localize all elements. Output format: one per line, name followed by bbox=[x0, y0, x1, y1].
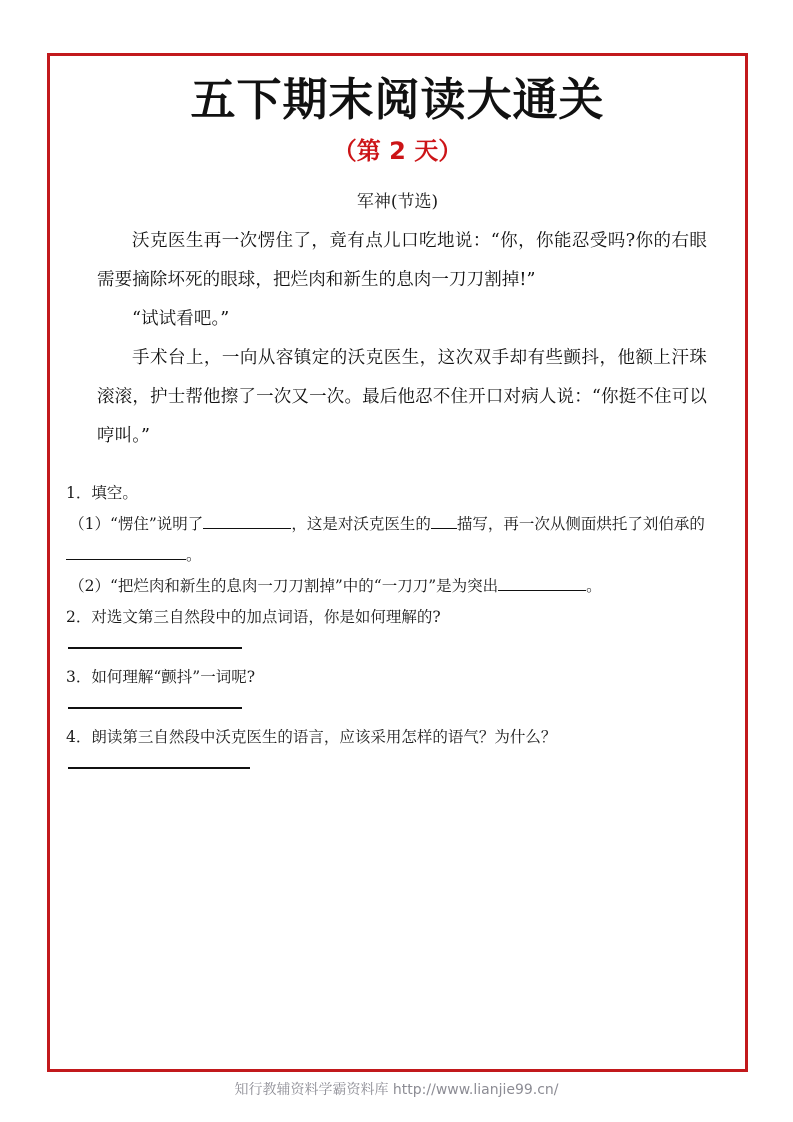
question-3-text: 如何理解“颤抖”一词呢? bbox=[91, 668, 256, 686]
question-1-sub-2-end: 。 bbox=[586, 577, 602, 595]
question-1-sub-1 bbox=[66, 509, 716, 571]
answer-line-2[interactable] bbox=[68, 647, 242, 649]
passage-paragraph-1: 沃克医生再一次愣住了，竟有点儿口吃地说：“你，你能忍受吗?你的右眼需要摘除坏死的眼球，把烂肉和新生的息肉一刀刀割掉!” bbox=[97, 231, 707, 290]
answer-blank-1a[interactable] bbox=[203, 513, 291, 530]
article-title: 军神(节选) bbox=[356, 192, 439, 212]
question-4-number: 4． bbox=[66, 728, 92, 746]
question-1-sub-1-end: 。 bbox=[186, 546, 202, 564]
question-4 bbox=[66, 722, 716, 753]
question-1-sub-1-mid: ，这是对沃克医生的 bbox=[291, 515, 431, 533]
answer-blank-2a[interactable] bbox=[498, 575, 586, 592]
answer-line-3[interactable] bbox=[68, 707, 242, 709]
question-1-sub-1-mid2: 描写，再一次从侧面烘托了刘伯承的 bbox=[456, 515, 705, 533]
question-1 bbox=[66, 478, 716, 509]
page-title: 五下期末阅读大通关 bbox=[190, 73, 605, 126]
reading-passage bbox=[97, 222, 707, 456]
question-1-text: 填空。 bbox=[91, 484, 138, 502]
answer-blank-1c[interactable] bbox=[66, 544, 186, 561]
passage-paragraph-3: 手术台上，一向从容镇定的沃克医生，这次双手却有些颤抖，他额上汗珠滚滚，护士帮他擦了一次又一次。最后他忍不住开口对病人说：“你挺不住可以哼叫。” bbox=[97, 348, 707, 446]
question-1-sub-1-prefix: （1）“愣住”说明了 bbox=[69, 515, 204, 533]
question-1-sub-2 bbox=[66, 571, 716, 602]
answer-blank-1b[interactable] bbox=[431, 513, 457, 530]
question-3-number: 3． bbox=[66, 668, 92, 686]
questions-section bbox=[66, 478, 716, 782]
question-1-number: 1． bbox=[66, 484, 92, 502]
question-4-text: 朗读第三自然段中沃克医生的语言，应该采用怎样的语气？为什么？ bbox=[91, 728, 557, 746]
question-2 bbox=[66, 602, 716, 633]
question-1-sub-2-prefix: （2）“把烂肉和新生的息肉一刀刀割掉”中的“一刀刀”是为突出 bbox=[69, 577, 499, 595]
question-2-text: 对选文第三自然段中的加点词语，你是如何理解的? bbox=[91, 608, 441, 626]
passage-paragraph-2: “试试看吧。” bbox=[132, 309, 230, 329]
question-3 bbox=[66, 662, 716, 693]
page-subtitle: （第 2 天） bbox=[332, 137, 463, 165]
question-2-number: 2． bbox=[66, 608, 92, 626]
footer-watermark: 知行教辅资料学霸资料库 http://www.lianjie99.cn/ bbox=[234, 1082, 559, 1098]
answer-line-4[interactable] bbox=[68, 767, 250, 769]
